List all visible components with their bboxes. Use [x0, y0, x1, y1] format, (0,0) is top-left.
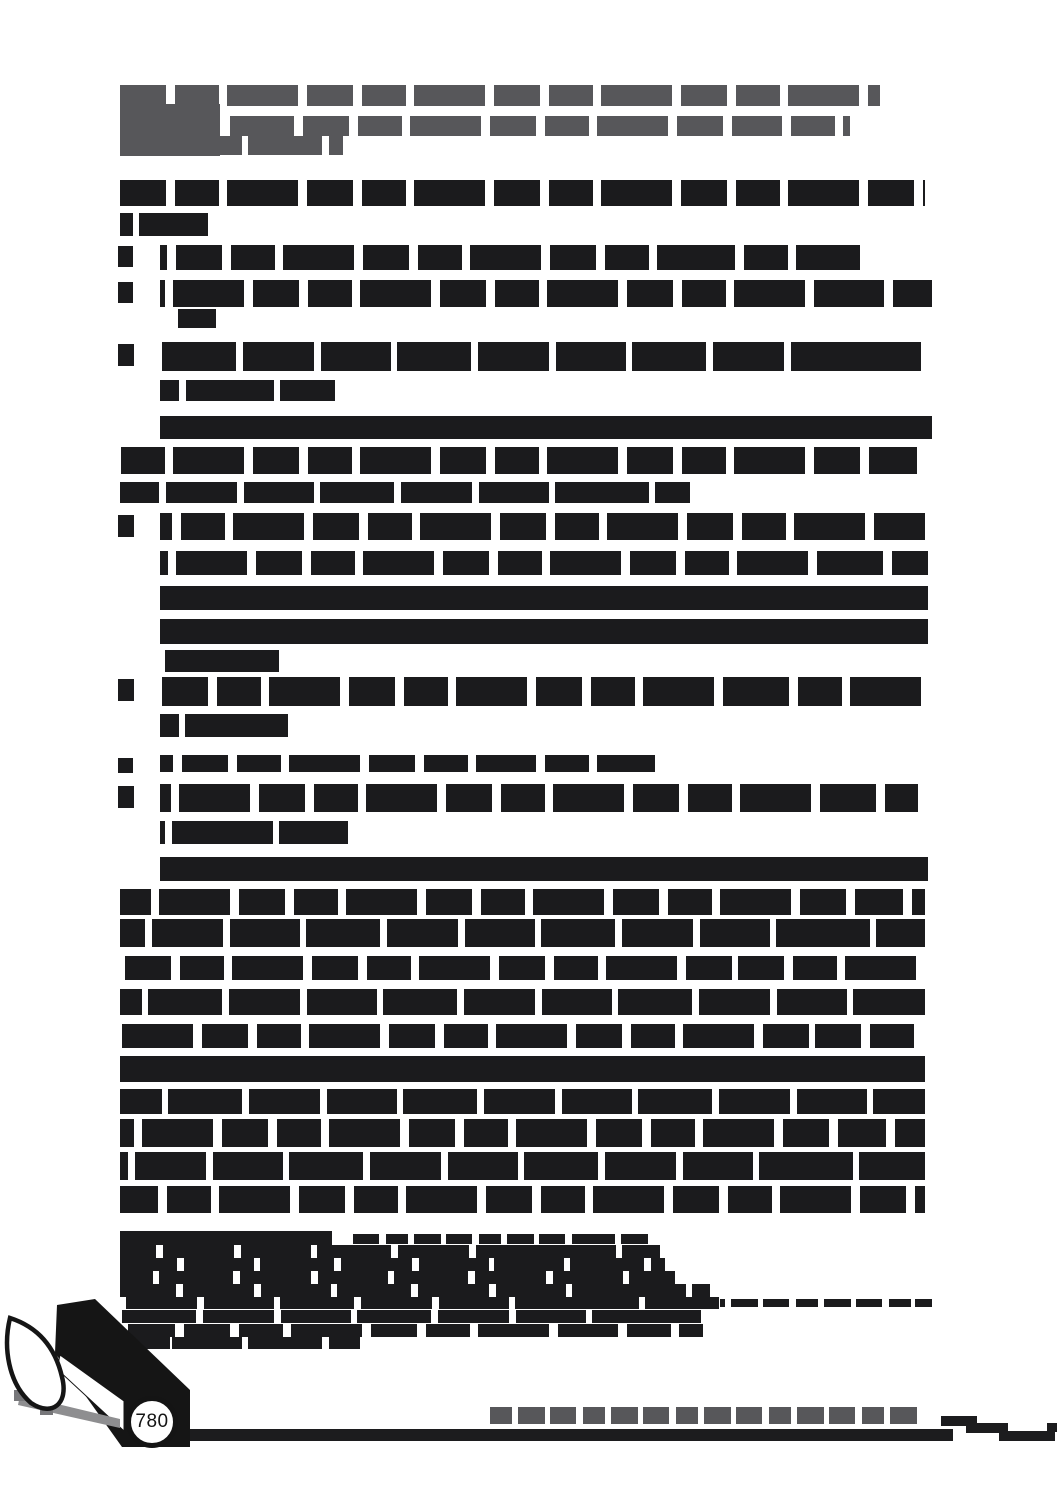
page-number-badge	[126, 1396, 178, 1448]
footer-text-line	[490, 1407, 922, 1424]
page-number: 780	[135, 1411, 169, 1432]
